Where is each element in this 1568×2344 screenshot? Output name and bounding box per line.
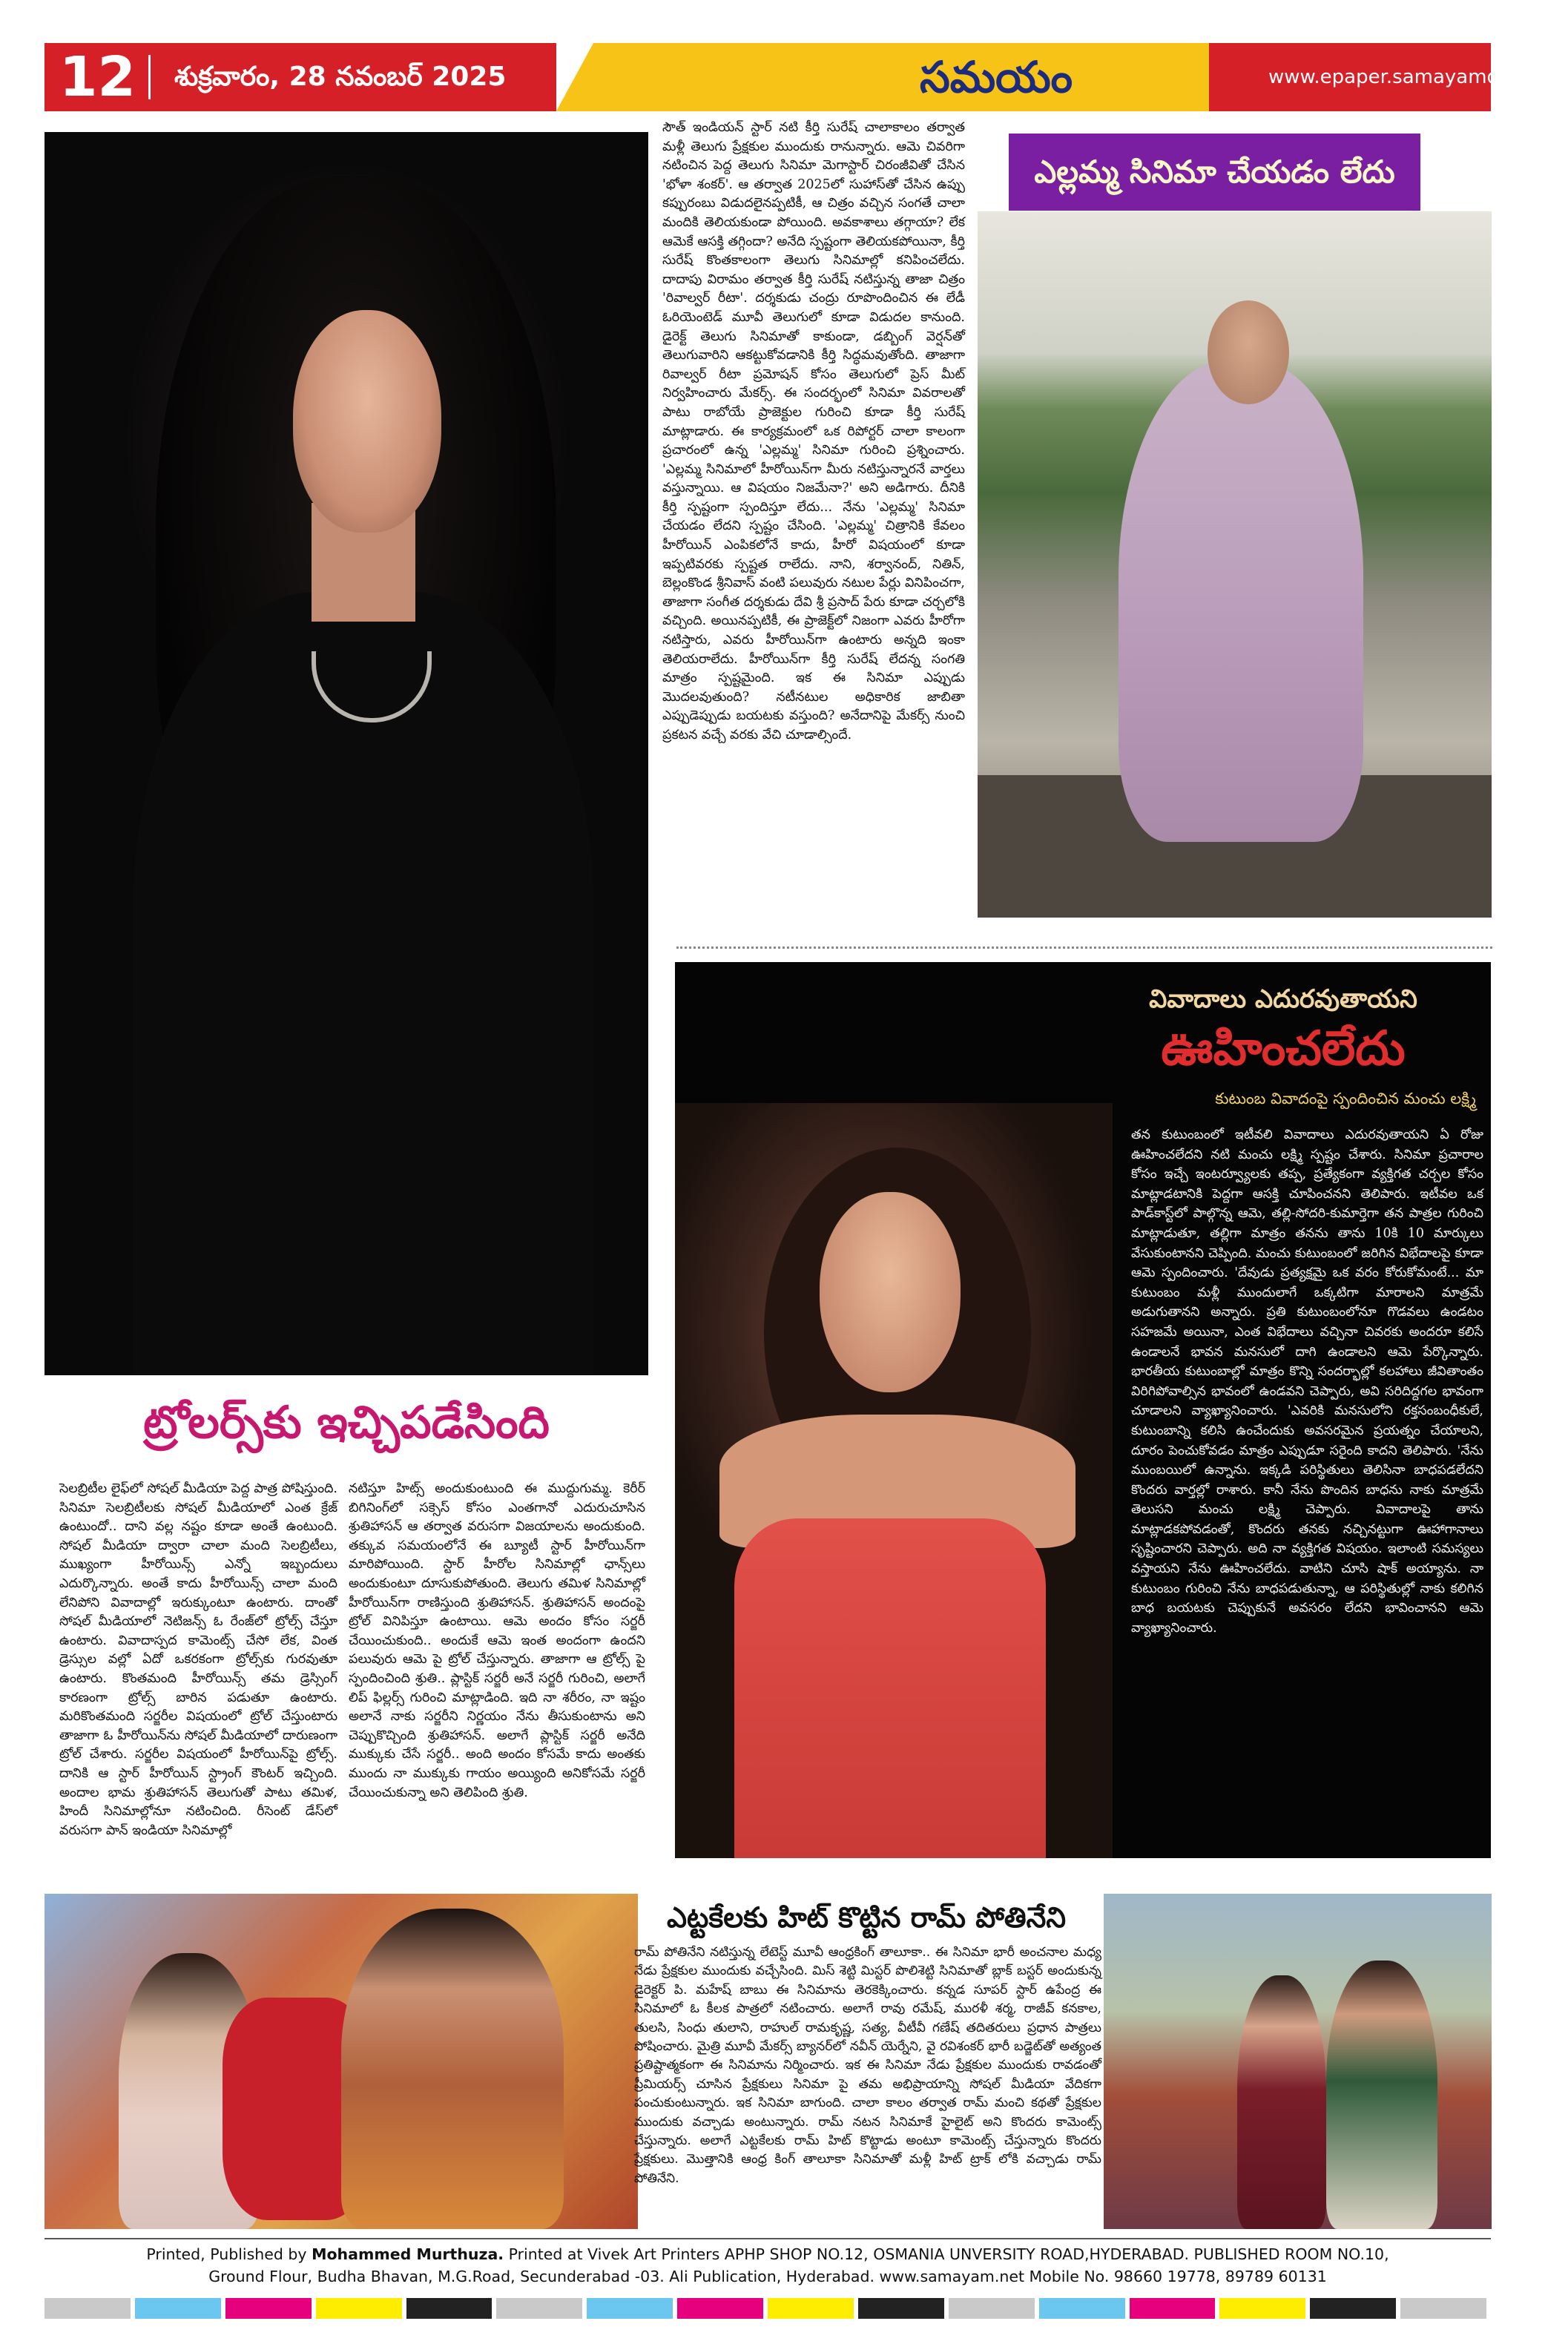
- color-swatch: [587, 2298, 673, 2319]
- imprint-printer: Printed at Vivek Art Printers APHP SHOP NO.12, OSMANIA UNVERSITY ROAD,HYDERABAD. PUBLISHED ROOM NO.10,: [504, 2245, 1389, 2263]
- masthead-divider: [148, 55, 151, 99]
- manchu-story-text: తన కుటుంబంలో ఇటీవలి వివాదాలు ఎదురవుతాయని ఏ రోజు ఊహించలేదని నటి మంచు లక్ష్మి స్పష్టం చేశారు. సినిమా ప్రచారాల కోసం ఇచ్చే ఇంటర్వ్యూలకు తప్ప, ప్రత్యేకంగా వ్యక్తిగత చర్చల కోసం మాట్లాడటానికి పెద్దగా ఆసక్తి చూపించనని తెలిపారు. ఇటీవల ఒక పాడ్‌కాస్ట్‌లో పాల్గొన్న ఆమె, తల్లి-సోదరి-కుమార్తెగా తన పాత్రల గురించి మాట్లాడుతూ, తల్లిగా మాత్రం తనను తాను 10కి 10 మార్కులు వేసుకుంటానని చెప్పింది. మంచు కుటుంబంలో జరిగిన విభేదాలపై కూడా ఆమె స్పందించారు. 'దేవుడు ప్రత్యక్షమై ఒక వరం కోరుకోమంటే... మా కుటుంబం మళ్లీ ముందులాగే ఒక్కటిగా మారాలని మాత్రమే అడుగుతానని అన్నారు. ప్రతి కుటుంబంలోనూ గొడవలు ఉండటం సహజమే అయినా, ఎంత విభేదాలు వచ్చినా చివరకు అందరూ కలిసే ఉండాలనే భావన మనసులో దాగి ఉండాలని ఆమె పేర్కొన్నారు. భారతీయ కుటుంబాల్లో మాత్రం కొన్ని సందర్భాల్లో కలహాలు జీవితాంతం విరిగిపోవాల్సిన భావంలో ఉండవని చెప్పారు, అవి సరిదిద్దగల భావంగా చూడాలని వ్యాఖ్యానించారు. 'ఎవరికి మనసులోని రక్తసంబంధీకులే, కుటుంబాన్ని కలిసి ఉంచేందుకు అవసరమైన ప్రయత్నం చేయాలని, దూరం పెంచుకోవడం మాత్రం ఎప్పుడూ సరైంది కాదని తెలిపారు. 'నేను ముంబయిలో ఉన్నాను. ఇక్కడి పరిస్థితులు తెలిసినా బాధపడలేదని కొందరు వార్తల్లో రాశారు. కానీ నేను పొందిన బాధను నాకు మాత్రమే తెలుసని మంచు లక్ష్మి చెప్పారు. వివాదాలపై తాను మాట్లాడకపోవడంతో, కొందరు తనకు నచ్చినట్టుగా ఊహాగానాలు సృష్టించారని చెప్పారు. అది నా వ్యక్తిగత విషయం. ఇలాంటి సమస్యలు వస్తాయని నేను ఊహించలేదు. వాటిని చూసి షాక్ అయ్యాను. నా కుటుంబం గురించి నేను బాధపడుతున్నా, ఆ పరిస్థితుల్లో నాకు కలిగిన బాధ బయటకు చెప్పుకునే అవసరం లేదని భావించానని ఆమె వ్యాఖ్యానించారు.: [1131, 1127, 1483, 1636]
- color-swatch: [1130, 2298, 1216, 2319]
- imprint-prefix: Printed, Published by: [146, 2245, 312, 2263]
- ellamma-story-text: సౌత్ ఇండియన్ స్టార్ నటి కీర్తి సురేష్ చాలాకాలం తర్వాత మళ్లీ తెలుగు ప్రేక్షకుల ముందుకు రానున్నారు. ఆమె చివరిగా నటించిన పెద్ద తెలుగు సినిమా మెగాస్టార్ చిరంజీవితో చేసిన 'భోళా శంకర్'. ఆ తర్వాత 2025లో సుహాస్‌తో చేసిన ఉప్పు కప్పురంబు విడుదలైనప్పటికీ, ఆ చిత్రం వచ్చిన సంగతే చాలా మందికి తెలియకుండా పోయింది. అవకాశాలు తగ్గాయా? లేక ఆమెకే ఆసక్తి తగ్గిందా? అనేది స్పష్టంగా తెలియకపోయినా, కీర్తి సురేష్ కొంతకాలంగా తెలుగు సినిమాల్లో కనిపించలేదు. దాదాపు విరామం తర్వాత కీర్తి సురేష్ నటిస్తున్న తాజా చిత్రం 'రివాల్వర్ రీటా'. దర్శకుడు చంద్రు రూపొందించిన ఈ లేడీ ఓరియెంటెడ్ మూవీ తెలుగులో కూడా విడుదల కానుంది. డైరెక్ట్ తెలుగు సినిమాతో కాకుండా, డబ్బింగ్ వెర్షన్‌తో తెలుగువారిని ఆకట్టుకోవడానికి కీర్తి సిద్ధమవుతోంది. తాజాగా రివాల్వర్ రీటా ప్రమోషన్ కోసం తెలుగులో ప్రెస్ మీట్ నిర్వహించారు మేకర్స్. ఈ సందర్భంలో సినిమా వివరాలతో పాటు రాబోయే ప్రాజెక్టుల గురించి కూడా కీర్తి సురేష్ మాట్లాడారు. ఈ కార్యక్రమంలో ఒక రిపోర్టర్ చాలా కాలంగా ప్రచారంలో ఉన్న 'ఎల్లమ్మ' సినిమా గురించి ప్రశ్నించారు. 'ఎల్లమ్మ సినిమాలో హీరోయిన్‌గా మీరు నటిస్తున్నారనే వార్తలు వస్తున్నాయి. ఆ విషయం నిజమేనా?' అని అడిగారు. దీనికి కీర్తి స్పష్టంగా స్పందిస్తూ లేదు... నేను 'ఎల్లమ్మ' సినిమా చేయడం లేదని స్పష్టం చేసింది. 'ఎల్లమ్మ' చిత్రానికి కేవలం హీరోయిన్ ఎంపికలోనే కాదు, హీరో విషయంలో కూడా ఇప్పటివరకు స్పష్టత రాలేదు. నాని, శర్వానంద్, నితిన్, బెల్లంకొండ శ్రీనివాస్ వంటి పలువురు నటుల పేర్లు వినిపించగా, తాజాగా సంగీత దర్శకుడు దేవి శ్రీ ప్రసాద్ పేరు కూడా చర్చలోకి వచ్చింది. అయినప్పటికీ, ఈ ప్రాజెక్ట్‌లో నిజంగా ఎవరు హీరోగా నటిస్తారు, ఎవరు హీరోయిన్‌గా ఉంటారు అన్నది ఇంకా తెలియరాలేదు. హీరోయిన్‌గా కీర్తి సురేష్ లేదన్న సంగతి మాత్రం స్పష్టమైంది. ఇక ఈ సినిమా ఎప్పుడు మొదలవుతుంది? నటీనటుల అధికారిక జాబితా ఎప్పుడెప్పుడు బయటకు వస్తుంది? అనేదానిపై మేకర్స్ నుంచి ప్రకటన వచ్చే వరకు వేచి చూడాల్సిందే.: [662, 120, 965, 743]
- keerthi-suresh-photo: [978, 211, 1492, 918]
- color-swatch: [949, 2298, 1035, 2319]
- photo-hero-shape: [341, 1909, 564, 2229]
- photo-dress-shape: [734, 1518, 1046, 1858]
- imprint-line-1: [45, 2243, 1491, 2265]
- color-swatch: [1310, 2298, 1396, 2319]
- troll-story-headline: ట్రోలర్స్‌కు ఇచ్చిపడేసింది: [143, 1397, 550, 1449]
- color-swatch: [1039, 2298, 1125, 2319]
- troll-story-column-2: [349, 1480, 645, 1851]
- ram-story-text: రామ్ పోతినేని నటిస్తున్న లేటెస్ట్ మూవీ ఆంధ్రకింగ్ తాలూకా.. ఈ సినిమా భారీ అంచనాల మధ్య నేడు ప్రేక్షకుల ముందుకు వచ్చేసింది. మిస్ శెట్టి మిస్టర్ పొలిశెట్టి సినిమాతో బ్లాక్ బస్టర్ అందుకున్న డైరెక్టర్ పి. మహేష్ బాబు ఈ సినిమాను తెరకెక్కించారు. కన్నడ సూపర్ స్టార్ ఉపేంద్ర ఈ సినిమాలో ఓ కీలక పాత్రలో నటించారు. అలాగే రావు రమేష్, మురళీ శర్మ, రాజీవ్ కనకాల, తులసి, సింధు తులాని, రాహుల్ రామకృష్ణ, సత్య, వీటీవీ గణేష్ తదితరులు ప్రధాన పాత్రలు పోషించారు. మైత్రి మూవీ మేకర్స్ బ్యానర్‌లో నవీన్ యెర్నేని, వై రవిశంకర్ భారీ బడ్జెట్‌తో అత్యంత ప్రతిష్టాత్మకంగా ఈ సినిమాను నిర్మించారు. ఇక ఈ సినిమా నేడు ప్రేక్షకుల ముందుకు రావడంతో ప్రీమియర్స్ చూసిన ప్రేక్షకులు సినిమా పై తమ అభిప్రాయాన్ని సోషల్ మీడియా వేదికగా పంచుకుంటున్నారు. ఇక సినిమా బాగుంది. చాలా కాలం తర్వాత రామ్ మంచి కథతో ప్రేక్షకుల ముందుకు వచ్చాడు అంటున్నారు. రామ్ నటన సినిమాకే హైలైట్ అని కొందరు కామెంట్స్ చేస్తున్నారు. అలాగే ఎట్టకేలకు రామ్ హిట్ కొట్టాడు అంటూ కామెంట్స్ చేస్తున్నారు కొందరు ప్రేక్షకులు. మొత్తానికి ఆంధ్ర కింగ్ తాలూకా సినిమాతో మళ్లీ హిట్ ట్రాక్ లోకి వచ్చాడు రామ్ పోతినేని.: [634, 1945, 1102, 2186]
- color-swatch: [1400, 2298, 1486, 2319]
- manchu-lakshmi-photo: [675, 1103, 1113, 1858]
- troll-story-text-1: సెలబ్రిటీల లైఫ్‌లో సోషల్ మీడియా పెద్ద పాత్ర పోషిస్తుంది. సినిమా సెలబ్రిటీలకు సోషల్ మీడియాలో ఎంత క్రేజ్ ఉంటుందో.. దాని వల్ల నష్టం కూడా అంతే ఉంటుంది. సోషల్ మీడియా ద్వారా చాలా మంది సెలబ్రిటీలు, ముఖ్యంగా హీరోయిన్స్ ఎన్నో ఇబ్బందులు ఎదుర్కొన్నారు. అంతే కాదు హీరోయిన్స్ చాలా మంది లేనిపోని వివాదాల్లో ఇరుక్కుంటూ ఉంటారు. దాంతో సోషల్ మీడియాలో నెటిజన్స్ ఓ రేంజ్‌లో ట్రోల్స్ చేస్తూ ఉంటారు. వివాదాస్పద కామెంట్స్ చేసో లేక, వింత డ్రెస్సుల వల్లో ఏదో ఒకరకంగా ట్రోల్స్‌కు గురవుతూ ఉంటారు. కొంతమంది హీరోయిన్స్ తమ డ్రెస్సింగ్ కారణంగా ట్రోల్స్ బారిన పడుతూ ఉంటారు. మరికొంతమంది సర్జరీల విషయంలో ట్రోల్ చేస్తుంటారు తాజాగా ఓ హీరోయిన్‌ను సోషల్ మీడియాలో దారుణంగా ట్రోల్ చేశారు. సర్జరీల విషయంలో హీరోయిన్‌పై ట్రోల్స్. దానికి ఆ స్టార్ హీరోయిన్ స్ట్రాంగ్ కౌంటర్ ఇచ్చింది. అందాల భామ శ్రుతిహాసన్ తెలుగుతో పాటు తమిళ, హిందీ సినిమాల్లోనూ నటించింది. రీసెంట్ డేస్‌లో వరుసగా పాన్ ఇండియా సినిమాల్లో: [59, 1481, 337, 1838]
- publisher-name: Mohammed Murthuza.: [312, 2245, 504, 2263]
- photo-face-shape: [820, 1192, 961, 1392]
- masthead: [45, 43, 1568, 111]
- color-swatch: [858, 2298, 944, 2319]
- ram-movie-still-1: [45, 1894, 638, 2229]
- ellamma-story-body: [662, 119, 965, 942]
- imprint-line-2: Ground Flour, Budha Bhavan, M.G.Road, Secunderabad -03. Ali Publication, Hyderabad. www.samayam.net Mobile No. 98660 19778, 89789 60131: [208, 2268, 1327, 2285]
- masthead-yellow-band: [556, 43, 1254, 111]
- shruti-haasan-photo: [45, 132, 648, 1375]
- color-swatch: [135, 2298, 221, 2319]
- manchu-story-body: [1131, 1125, 1483, 1845]
- page-number: 12: [59, 45, 136, 109]
- manchu-story-headline: ఊహించలేదు: [1161, 1021, 1406, 1076]
- color-swatch: [768, 2298, 854, 2319]
- footer-rule: [45, 2238, 1491, 2239]
- color-swatch: [45, 2298, 131, 2319]
- color-swatch: [677, 2298, 763, 2319]
- photo-head-shape: [1208, 300, 1289, 404]
- print-color-bar: [45, 2298, 1491, 2319]
- color-swatch: [496, 2298, 582, 2319]
- manchu-lakshmi-story-box: [675, 962, 1491, 1858]
- section-divider: [676, 947, 1492, 949]
- epaper-url[interactable]: www.epaper.samayamdaily.net: [1268, 66, 1568, 88]
- ram-story-body: [634, 1943, 1101, 2229]
- issue-date: శుక్రవారం, 28 నవంబర్ 2025: [174, 62, 507, 92]
- photo-heroine-shape: [1237, 1975, 1326, 2229]
- troll-story-text-2: నటిస్తూ హిట్స్ అందుకుంటుంది ఈ ముద్దుగుమ్మ. కెరీర్ బిగినింగ్‌లో సక్సెస్ కోసం ఎంతగానో ఎదురుచూసిన శ్రుతిహాసన్ ఆ తర్వాత వరుసగా విజయాలను అందుకుంది. తక్కువ సమయంలోనే ఈ బ్యూటీ స్టార్ హీరోయిన్‌గా మారిపోయింది. స్టార్ హీరోల సినిమాల్లో ఛాన్స్‌లు అందుకుంటూ దూసుకుపోతుంది. తెలుగు తమిళ సినిమాల్లో హీరోయిన్‌గా రాణిస్తుంది శ్రుతిహాసన్. శ్రుతిహాసన్ అందంపై ట్రోల్ వినిపిస్తూ ఉంటాయి. ఆమె అందం కోసం సర్జరీ చేయించుకుంది.. అందుకే ఆమె ఇంత అందంగా ఉందని పలువురు ఆమె పై ట్రోల్ చేస్తున్నారు. తాజాగా ఆ ట్రోల్స్ పై స్పందించింది శ్రుతి.. ప్లాస్టిక్ సర్జరీ అనే సర్జరీ గురించి, అలాగే లిప్ ఫిల్లర్స్ గురించి మాట్లాడింది. ఇది నా శరీరం, నా ఇష్టం అలానే నాకు సర్జరీని నిర్ణయం నేను తీసుకుంటాను అని చెప్పుకొచ్చింది శ్రుతిహాసన్. అలాగే ప్లాస్టిక్ సర్జరీ అనేది ముక్కుకు చేసే సర్జరీ.. అంది అందం కోసమే కాదు అంతకు ముందు నా ముక్కుకు గాయం అయ్యింది అనికోసమే సర్జరీ చేయించుకున్నా అని తెలిపింది శ్రుతి.: [349, 1481, 645, 1800]
- manchu-story-subhead: కుటుంబ వివాదంపై స్పందించిన మంచు లక్ష్మి: [1215, 1090, 1476, 1107]
- manchu-story-kicker: వివాదాలు ఎదురవుతాయని: [1149, 984, 1417, 1014]
- photo-face-shape: [293, 310, 441, 533]
- troll-story-column-1: [59, 1480, 337, 1851]
- photo-hero-shape: [1326, 1961, 1437, 2229]
- color-swatch: [316, 2298, 402, 2319]
- ram-story-headline: ఎట్టకేలకు హిట్ కొట్టిన రామ్ పోతినేని: [667, 1901, 1066, 1934]
- color-swatch: [225, 2298, 312, 2319]
- newspaper-brand: సమయం: [920, 52, 1073, 102]
- ellamma-story-headline: ఎల్లమ్మ సినిమా చేయడం లేదు: [1009, 134, 1420, 211]
- photo-figure-shape: [1119, 360, 1363, 842]
- color-swatch: [1219, 2298, 1305, 2319]
- color-swatch: [406, 2298, 493, 2319]
- ram-movie-still-2: [1104, 1894, 1492, 2229]
